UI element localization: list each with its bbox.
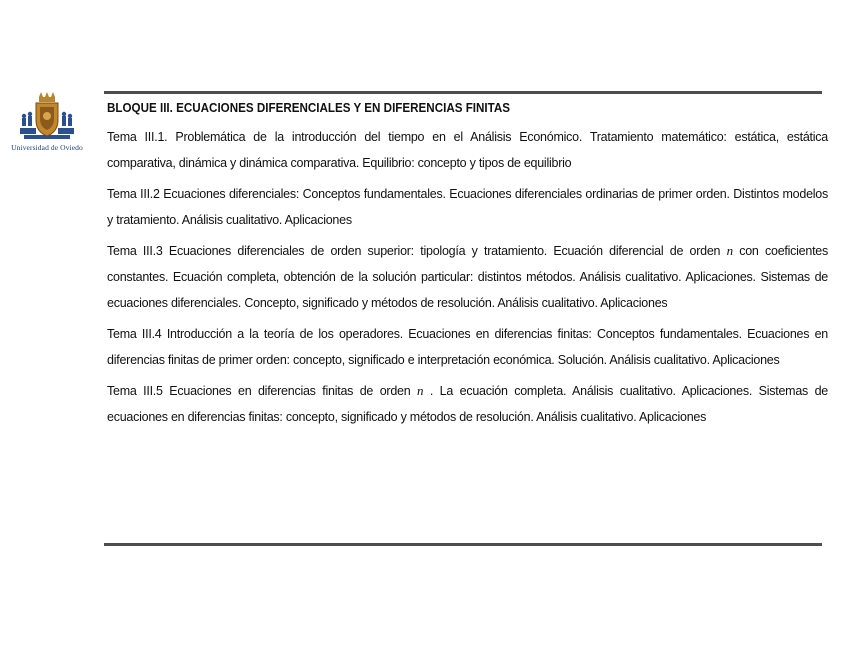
topic-item: Tema III.4 Introducción a la teoría de los operadores. Ecuaciones en diferencias finitas: Conceptos fundamentales. Ecuaciones en diferencias finitas de primer orden: concepto, significado e interpretación económica. Solución. Análisis cualitativo. Aplicaciones (107, 327, 828, 367)
block-title: BLOQUE III. ECUACIONES DIFERENCIALES Y EN DIFERENCIAS FINITAS (107, 101, 511, 115)
topic-text-before: Tema III.5 Ecuaciones en diferencias finitas de orden (107, 384, 418, 398)
math-variable: n (726, 243, 733, 258)
math-variable: n (417, 383, 424, 398)
topic-text-after: con coeficientes constantes. Ecuación completa, obtención de la solución particular: distintos métodos. Análisis cualitativo. Aplicaciones. Sistemas de ecuaciones diferenciales. Concepto, significado y métodos de resolución. Análisis cualitativo. Aplicaciones (107, 244, 829, 310)
university-logo (4, 92, 90, 154)
topic-text-before: Tema III.3 Ecuaciones diferenciales de orden superior: tipología y tratamiento. Ecuación diferencial de orden (107, 244, 727, 258)
university-crest-icon (18, 92, 76, 142)
topic-item (107, 378, 828, 430)
university-name: Universidad de Oviedo (11, 143, 83, 152)
topic-text-after: . La ecuación completa. Análisis cualitativo. Aplicaciones. Sistemas de ecuaciones en diferencias finitas: concepto, significado y métodos de resolución. Análisis cualitativo. Aplicaciones (107, 384, 828, 424)
topic-item: Tema III.1. Problemática de la introducción del tiempo en el Análisis Económico. Tratamiento matemático: estática, estática comparativa, dinámica y dinámica comparativa. Equilibrio: concepto y tipos de equilibrio (107, 130, 828, 170)
syllabus-block (107, 98, 828, 435)
bottom-divider (104, 543, 822, 546)
top-divider (104, 91, 822, 94)
topic-item: Tema III.2 Ecuaciones diferenciales: Conceptos fundamentales. Ecuaciones diferenciales ordinarias de primer orden. Distintos modelos y tratamiento. Análisis cualitativo. Aplicaciones (107, 187, 828, 227)
topic-item (107, 238, 828, 316)
